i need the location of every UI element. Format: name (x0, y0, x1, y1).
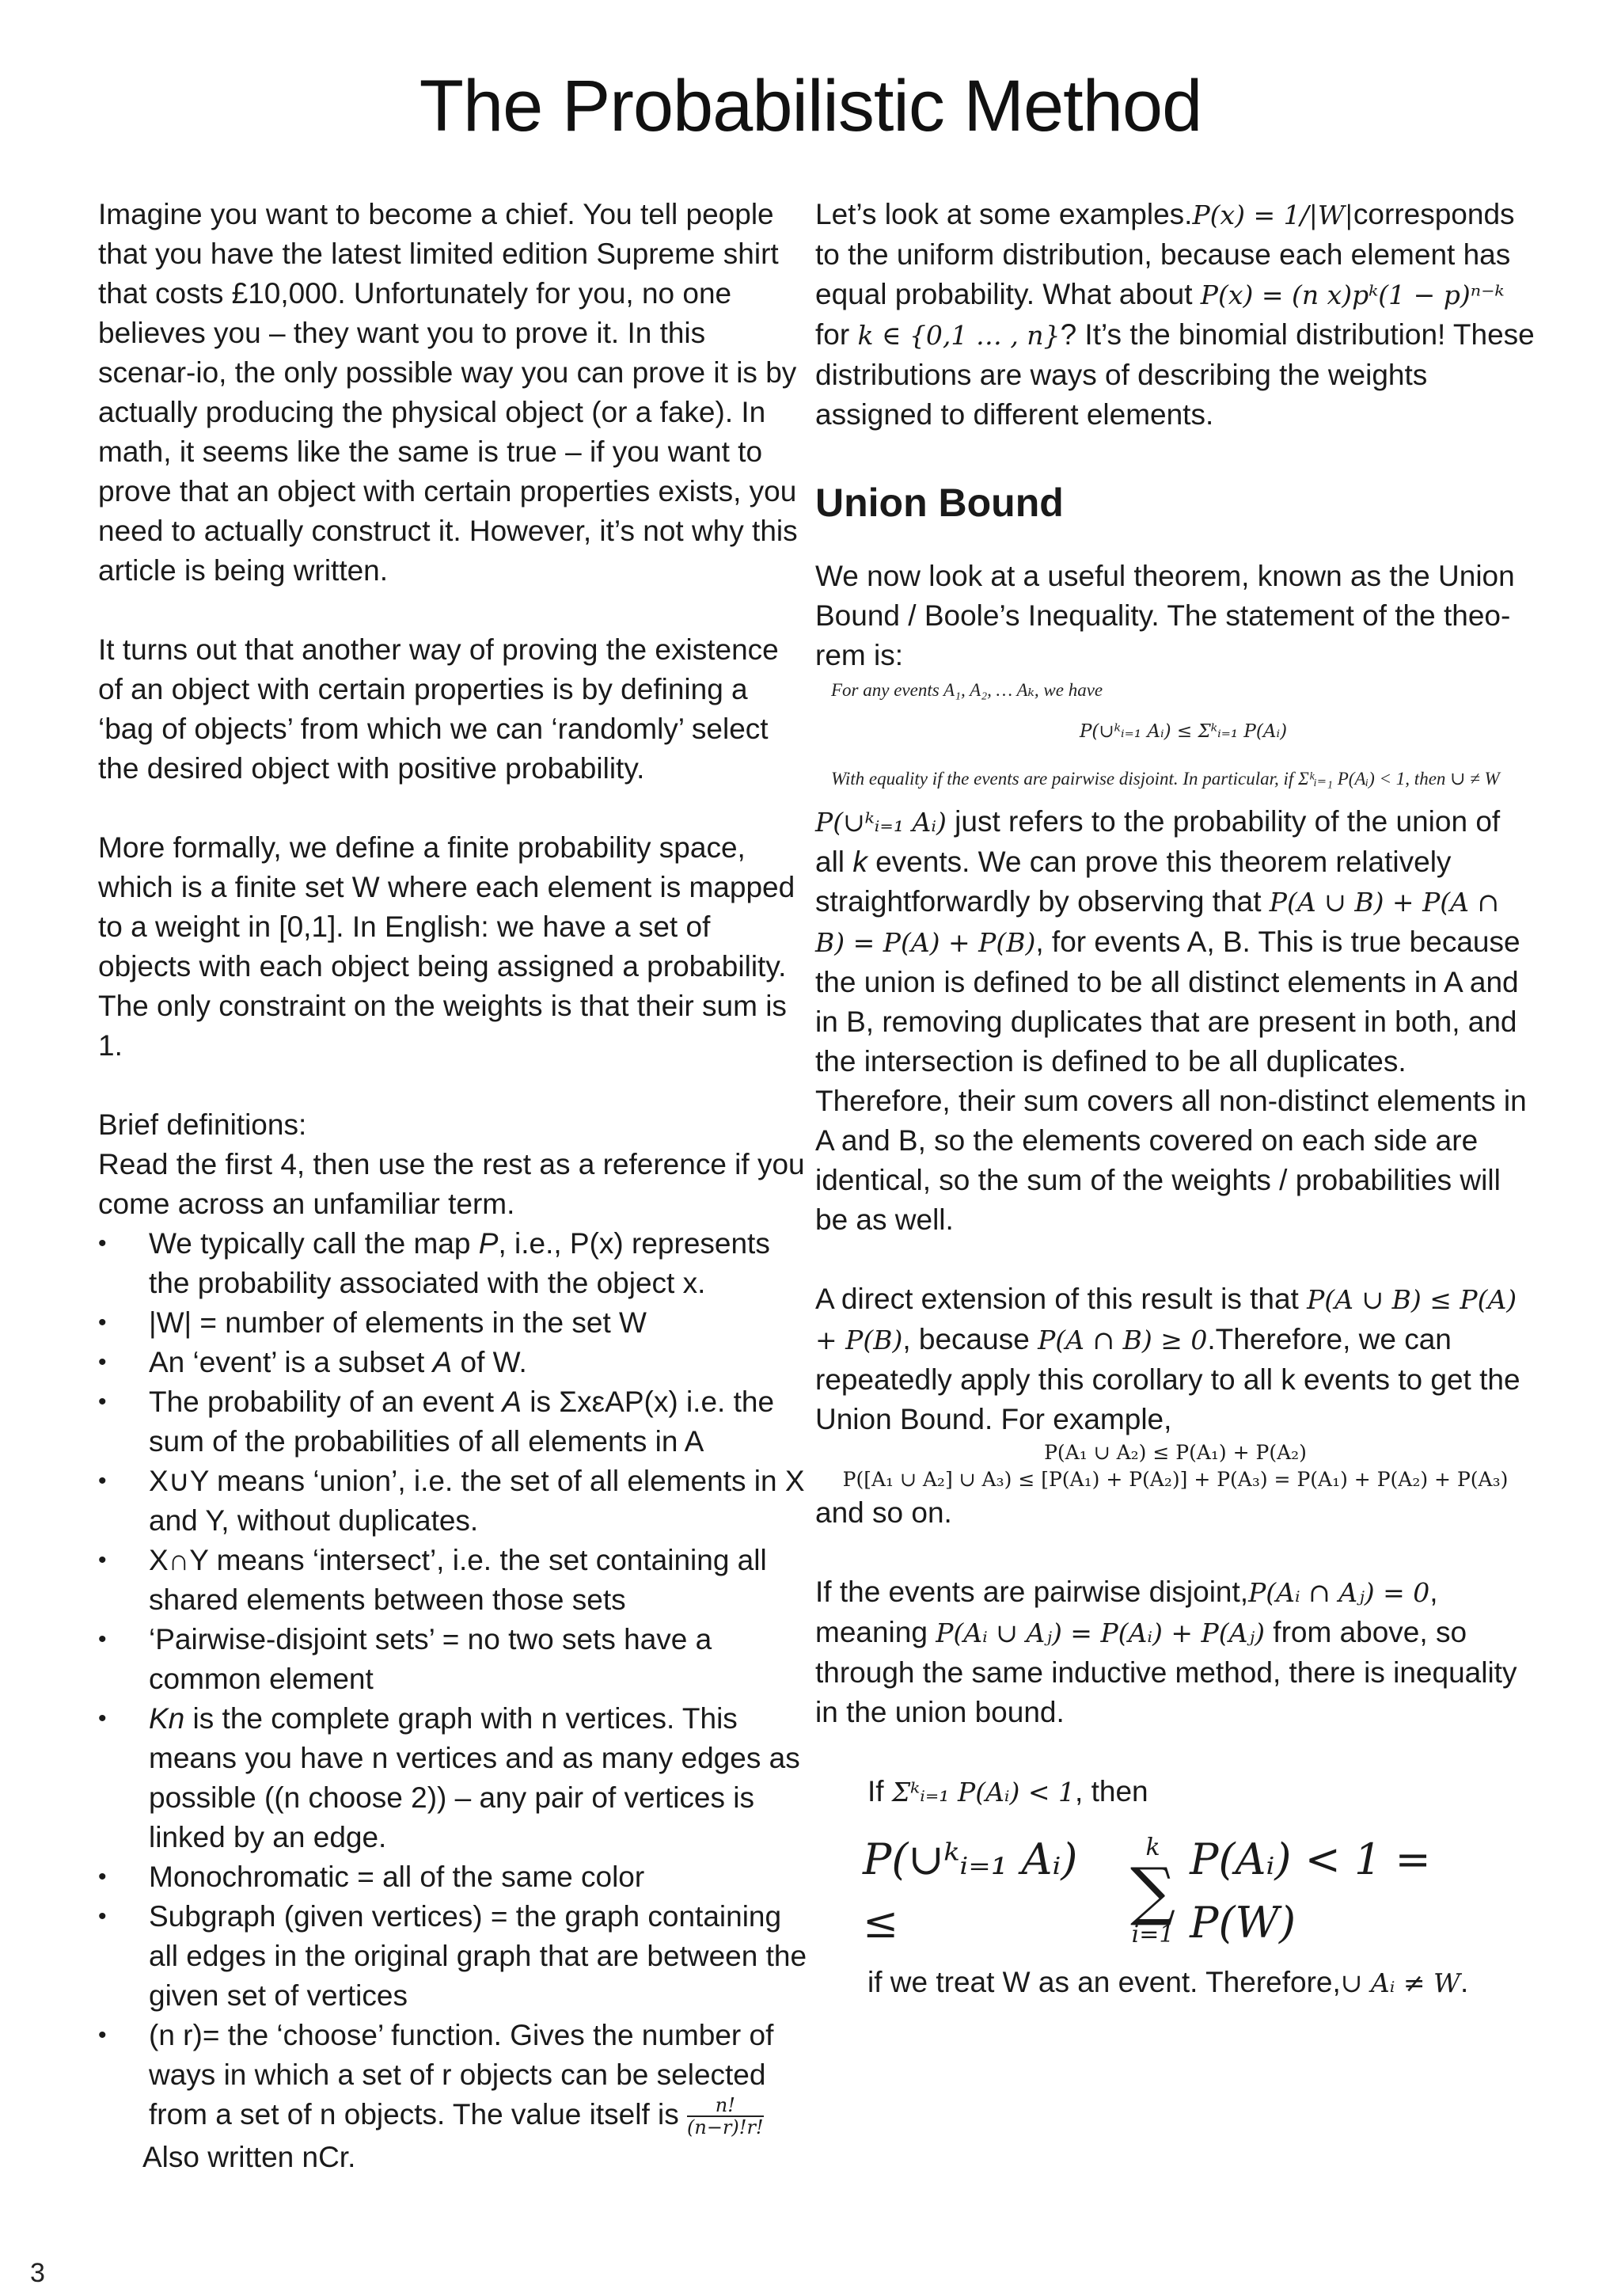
list-item: • Monochromatic = all of the same color (98, 1857, 810, 1897)
union-bound-intro: We now look at a useful theorem, known as the Union Bound / Boole’s Inequality. The statement of the theo-rem is: (815, 560, 1515, 671)
direct-extension-paragraph: A direct extension of this result is that P(A ∪ B) ≤ P(A) + P(B), because P(A ∩ B) ≥ 0.Therefore, we can repeatedly apply this corollary to all k events to get the Union Bound. For example, (815, 1283, 1520, 1435)
list-item: • X∪Y means ‘union’, i.e. the set of all elements in X and Y, without duplicates. (98, 1462, 810, 1541)
examples-paragraph: Let’s look at some examples.P(x) = 1/|W|corresponds to the uniform distribution, because each element has equal probability. What about P(x) = (n x)pᵏ(1 − p)ⁿ⁻ᵏ for k ∈ {0,1 … , n}? It’s the binomial distribution! These distributions are ways of describing the weights assigned to different elements. (815, 198, 1535, 431)
list-item: • An ‘event’ is a subset A of W. (98, 1343, 810, 1382)
choose-formula-fraction: $\frac{n!}{(n-r)!r!}$ (687, 2094, 764, 2139)
definitions-intro: Read the first 4, then use the rest as a reference if you come across an unfamiliar term. (98, 1148, 805, 1220)
definitions-list (98, 1224, 810, 2138)
page-title: The Probabilistic Method (419, 66, 1202, 146)
intro-paragraph-3: More formally, we define a finite probability space, which is a finite set W where each element is mapped to a weight in [0,1]. In English: we have a set of objects with each object being assigned a probability. The only constraint on the weights is that their sum is 1. (98, 831, 795, 1062)
k-range-formula: k ∈ {0,1 … , n} (857, 320, 1061, 351)
list-item: • Subgraph (given vertices) = the graph containing all edges in the original graph that are between the given set of vertices (98, 1897, 810, 2016)
list-item: • X∩Y means ‘intersect’, i.e. the set containing all shared elements between those sets (98, 1541, 810, 1620)
list-item: • Kn is the complete graph with n vertices. This means you have n vertices and as many edges as possible ((n choose 2)) – any pair of vertices is linked by an edge. (98, 1699, 810, 1857)
definitions-heading: Brief definitions: (98, 1108, 307, 1141)
pairwise-disjoint-paragraph: If the events are pairwise disjoint,P(Aᵢ ∩ Aⱼ) = 0, meaning P(Aᵢ ∪ Aⱼ) = P(Aᵢ) + P(Aⱼ) from above, so through the same inductive method, there is inequality in the union bound. (815, 1576, 1517, 1728)
intro-paragraph-2: It turns out that another way of proving the existence of an object with certain properties is by defining a ‘bag of objects’ from which we can ‘randomly’ select the desired object with positive probability. (98, 633, 779, 785)
right-column (815, 195, 1536, 2003)
example-equation-1: P(A₁ ∪ A₂) ≤ P(A₁) + P(A₂) (1044, 1441, 1307, 1464)
conclusion-condition: If Σᵏᵢ₌₁ P(Aᵢ) < 1, then (867, 1775, 1148, 1808)
intro-paragraph-1: Imagine you want to become a chief. You tell people that you have the latest limited edition Supreme shirt that costs £10,000. Unfortunately for you, no one believes you – they want you to prove it. In this scenar-io, the only possible way you can prove it is by actually producing the physical object (or a fake). In math, it seems like the same is true – if you want to prove that an object with certain properties exists, you need to actually construct it. However, it’s not why this article is being written. (98, 198, 798, 587)
list-item: • |W| = number of elements in the set W (98, 1303, 810, 1343)
theorem-statement: For any events A₁, A₂, … Aₖ, we have P(∪ᵏᵢ₌₁ Aᵢ) ≤ Σᵏᵢ₌₁ P(Aᵢ) With equality if the events are pairwise disjoint. In particular, if Σᵏᵢ₌₁ P(Aᵢ) < 1, then ∪ ≠ W (831, 679, 1536, 791)
and-so-on: and so on. (815, 1496, 952, 1529)
list-item: • ‘Pairwise-disjoint sets’ = no two sets have a common element (98, 1620, 810, 1699)
theorem-formula: P(∪ᵏᵢ₌₁ Aᵢ) ≤ Σᵏᵢ₌₁ P(Aᵢ) (1079, 721, 1288, 742)
page-number: 3 (30, 2258, 45, 2288)
section-heading-union-bound: Union Bound (815, 481, 1064, 525)
summation-symbol: k ∑ i=1 (1130, 1834, 1176, 1948)
binomial-formula: P(x) = (n x)pᵏ(1 − p)ⁿ⁻ᵏ (1200, 279, 1505, 310)
list-item: • (n r)= the ‘choose’ function. Gives the number of ways in which a set of r objects can be selected from a set of n objects. The value itself is $\frac{n!}{(n-r)!r!}$ (98, 2016, 810, 2138)
definitions-tail: Also written nCr. (142, 2141, 356, 2174)
list-item: • We typically call the map P, i.e., P(x) represents the probability associated with the object x. (98, 1224, 810, 1303)
list-item: • The probability of an event A is ΣxεAP(x) i.e. the sum of the probabilities of all elements in A (98, 1382, 810, 1462)
conclusion-tail: if we treat W as an event. Therefore,∪ Aᵢ ≠ W. (867, 1966, 1469, 1998)
union-bound-explanation: P(∪ᵏᵢ₌₁ Aᵢ) just refers to the probability of the union of all k events. We can prove this theorem relatively straightforwardly by observing that P(A ∪ B) + P(A ∩ B) = P(A) + P(B), for events A, B. This is true because the union is defined to be all distinct elements in A and in B, removing duplicates that are present in both, and the intersection is defined to be all duplicates. Therefore, their sum covers all non-distinct elements in A and B, so the elements covered on each side are identical, so the sum of the weights / probabilities will be as well. (815, 805, 1527, 1236)
example-equation-2: P([A₁ ∪ A₂] ∪ A₃) ≤ [P(A₁) + P(A₂)] + P(A₃) = P(A₁) + P(A₂) + P(A₃) (842, 1468, 1509, 1491)
uniform-formula: P(x) = 1/|W| (1192, 200, 1353, 230)
union-bound-inequality: P(∪ᵏᵢ₌₁ Aᵢ) ≤ k ∑ i=1 P(Aᵢ) < 1 = P(W) (863, 1834, 1431, 1948)
left-column (98, 195, 810, 2177)
